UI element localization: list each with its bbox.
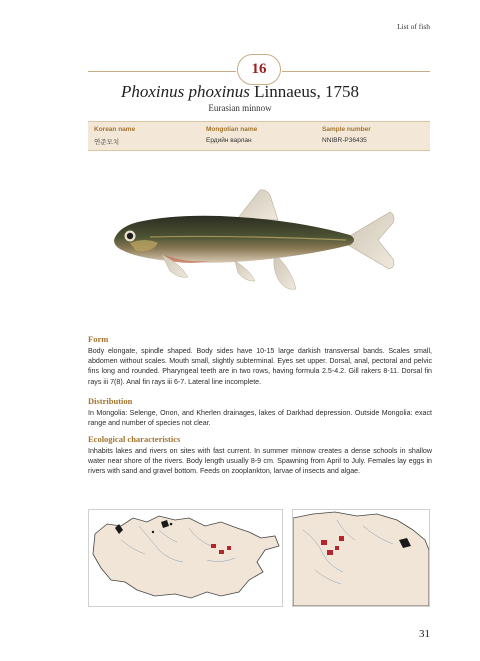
distribution-map-overview: [88, 509, 283, 607]
species-number: 16: [251, 61, 267, 77]
species-number-badge: [237, 54, 281, 85]
scientific-name: Phoxinus phoxinus: [121, 82, 250, 101]
distribution-map-detail: [292, 509, 430, 607]
mongolian-name-value: Ердийн варлан: [206, 137, 252, 144]
form-text: Body elongate, spindle shaped. Body sides have 10-15 large darkish transversal bands. Scales small, abdomen without scales. Mouth small, slightly subterminal. Eyes set upper. Dorsal, anal, pectoral and pelvic fins long and rounded. Pharyngeal teeth are in two rows, having formula 2.5-4.2. Gill rakers 8-11. Dorsal fin rays iii 7(8). Anal fin rays iii 6-7. Lateral line incomplete.: [88, 347, 432, 386]
page-number: 31: [419, 628, 430, 640]
header-rule-right: [282, 71, 430, 72]
common-name: Eurasian minnow: [208, 103, 272, 113]
species-title: [0, 82, 480, 102]
korean-name-label: Korean name: [94, 126, 136, 133]
korean-name-value: 연준모치: [94, 139, 120, 146]
sample-number-label: Sample number: [322, 126, 371, 133]
mongolian-name-cell: [206, 126, 257, 144]
distribution-text: In Mongolia: Selenge, Onon, and Kherlen drainages, lakes of Darkhad depression. Outside Mongolia: exact range and number of species not clear.: [88, 409, 432, 428]
name-info-table: [88, 121, 430, 151]
form-section: [88, 334, 432, 387]
species-authority: Linnaeus, 1758: [249, 82, 359, 101]
ecology-heading: Ecological characteristics: [88, 434, 181, 444]
korean-name-cell: [94, 126, 135, 146]
distribution-heading: Distribution: [88, 396, 133, 406]
map-detail-outline: [293, 510, 429, 606]
form-heading: Form: [88, 334, 109, 344]
sample-number-value: NNIBR-P36435: [322, 137, 367, 144]
distribution-section: [88, 396, 432, 428]
sample-number-cell: [322, 126, 371, 144]
header-rule-left: [88, 71, 236, 72]
ecology-section: [88, 434, 432, 477]
ecology-text: Inhabits lakes and rivers on sites with fast current. In summer minnow creates a dense schools in shallow water near shore of the rivers. Body length usually 8-9 cm. Spawning from April to July. Females lay eggs in rivers with sand and gravel bottom. Feeds on zooplankton, larvae of insects and algae.: [88, 447, 432, 476]
fish-photo-icon: [110, 185, 402, 295]
running-head: List of fish: [397, 22, 430, 31]
mongolian-name-label: Mongolian name: [206, 126, 258, 133]
map-mongolia-outline: [89, 510, 282, 606]
